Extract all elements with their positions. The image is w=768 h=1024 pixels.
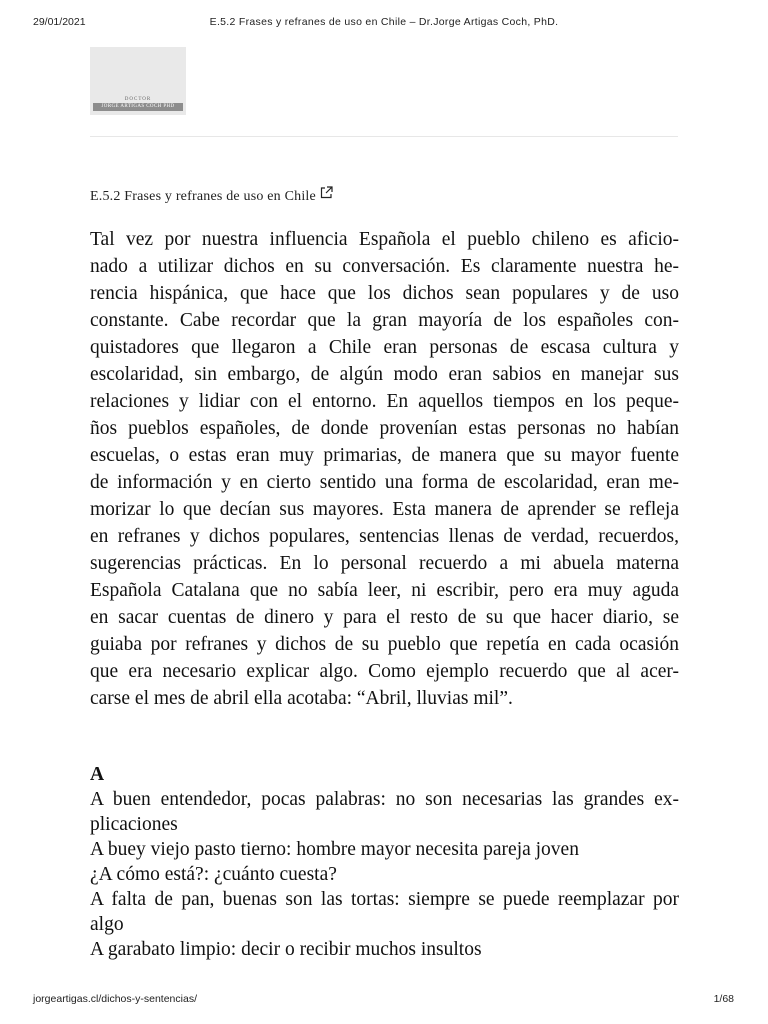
paragraph-line: que era necesario explicar algo. Como ejemplo recuerdo que al acer- [90,661,679,682]
paragraph-line: en refranes y dichos populares, sentencias llenas de verdad, recuerdos, [90,526,679,547]
paragraph-line: Tal vez por nuestra influencia Española el pueblo chileno es aficio- [90,229,679,250]
saying-line: A garabato limpio: decir o recibir muchos insultos [90,939,482,960]
site-logo[interactable] [90,47,186,115]
paragraph-line: nado a utilizar dichos en su conversación. Es claramente nuestra he- [90,256,679,277]
paragraph-line: rencia hispánica, que hace que los dichos sean populares y de uso [90,283,679,304]
paragraph-line: sugerencias prácticas. En lo personal recuerdo a mi abuela materna [90,553,679,574]
saying-line: A falta de pan, buenas son las tortas: siempre se puede reemplazar por [90,889,679,910]
paragraph-line: escolaridad, sin embargo, de algún modo eran sabios en manejar sus [90,364,679,385]
saying-line: plicaciones [90,814,178,835]
paragraph-line: constante. Cabe recordar que la gran mayoría de los españoles con- [90,310,679,331]
saying-line: A buey viejo pasto tierno: hombre mayor necesita pareja joven [90,839,579,860]
logo-banner [93,103,183,111]
section-a [90,762,679,962]
header-title: E.5.2 Frases y refranes de uso en Chile – Dr.Jorge Artigas Coch, PhD. [209,16,559,28]
paragraph-line: morizar lo que decían sus mayores. Esta manera de aprender se refleja [90,499,679,520]
footer-url: jorgeartigas.cl/dichos-y-sentencias/ [33,993,197,1005]
logo-banner-text: JORGE ARTIGAS COCH PHD [101,104,175,109]
header-divider [90,136,678,137]
post-title-text: E.5.2 Frases y refranes de uso en Chile [90,189,316,204]
intro-paragraph [90,226,679,712]
paragraph-line: quistadores que llegaron a Chile eran personas de escasa cultura y [90,337,679,358]
logo-small-text: DOCTOR [124,97,152,102]
paragraph-line: carse el mes de abril ella acotaba: “Abril, lluvias mil”. [90,688,513,709]
saying-line: ¿A cómo está?: ¿cuánto cuesta? [90,864,337,885]
header-date: 29/01/2021 [33,16,86,28]
post-title[interactable] [90,186,333,205]
footer-page-number: 1/68 [713,993,734,1005]
paragraph-line: ños pueblos españoles, de donde provenían estas personas no habían [90,418,679,439]
paragraph-line: de información y en cierto sentido una forma de escolaridad, eran me- [90,472,679,493]
external-link-icon[interactable] [320,186,333,204]
paragraph-line: en sacar cuentas de dinero y para el resto de su que hacer diario, se [90,607,679,628]
paragraph-line: Española Catalana que no sabía leer, ni escribir, pero era muy aguda [90,580,679,601]
paragraph-line: guiaba por refranes y dichos de su pueblo que repetía en cada ocasión [90,634,679,655]
paragraph-line: relaciones y lidiar con el entorno. En aquellos tiempos en los peque- [90,391,679,412]
paragraph-line: escuelas, o estas eran muy primarias, de manera que su mayor fuente [90,445,679,466]
saying-line: A buen entendedor, pocas palabras: no son necesarias las grandes ex- [90,789,679,810]
section-heading: A [90,764,105,785]
saying-line: algo [90,914,124,935]
